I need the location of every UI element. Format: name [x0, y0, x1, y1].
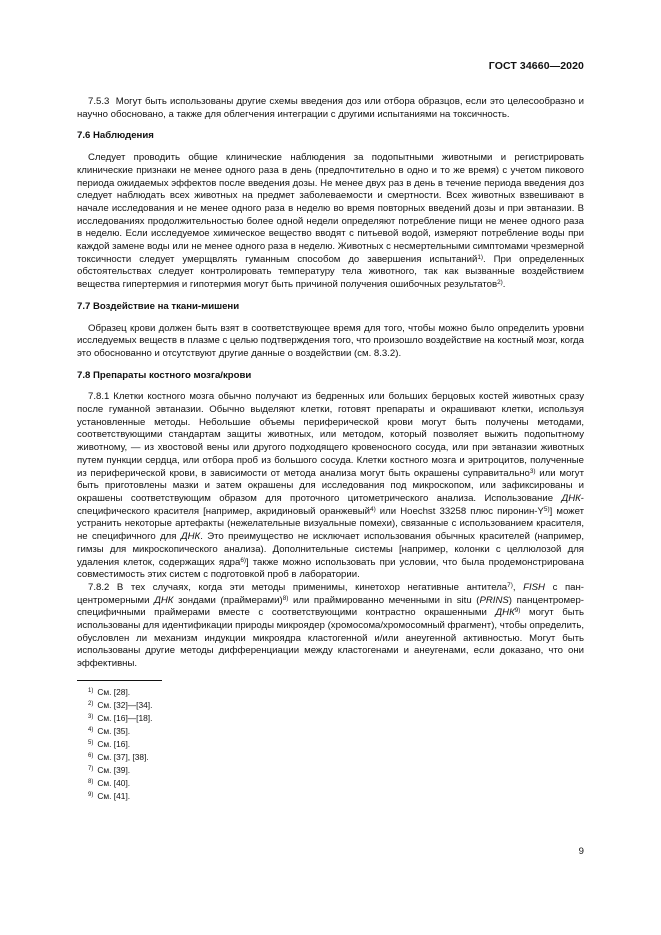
- footnote-item: $^{7)}$ См. [39].: [88, 764, 131, 775]
- footnote-item: $^{2)}$ См. [32]—[34].: [88, 699, 153, 710]
- footnote-ref-9: 9): [514, 607, 521, 615]
- clause-number: 7.5.3: [88, 96, 110, 107]
- footnote-item: $^{9)}$ См. [41].: [88, 790, 131, 801]
- footnote-ref-3: 3): [529, 467, 536, 475]
- paragraph-7-6: Следует проводить общие клинические наблюдения за подопытными животными и регистрировать клинические признаки не менее одного раза в день (предпочтительно в одно и то же время) с учетом пикового периода ожидаемых эффектов после введения дозы. Не менее двух раз в день в течение периода введения доз следует наблюдать всех животных на предмет заболеваемости и смертности. Всех животных взвешивают в начале исследования и не менее одного раза в неделю во время повторных введений дозы и при эвтаназии. В исследованиях продолжительностью более одной недели определяют потребление пищи не менее одного раза в неделю. Если исследуемое химическое вещество вводят с питьевой водой, измеряют потребление воды при каждой замене воды или не менее одного раза в неделю. Животных с несмертельными симптомами чрезмерной токсичности следует умерщвлять гуманным способом до завершения испытаний$^{1)}$. При определенных обстоятельствах следует контролировать температуру тела животного, так как вызванные воздействием вещества гипертермия и гипотермия могут быть причиной получения ошибочных результатов$^{2)}$.: [77, 152, 585, 291]
- page-number: 9: [578, 846, 584, 857]
- footnote-ref-1: 1): [477, 253, 484, 261]
- footnote-divider: [77, 680, 162, 681]
- paragraph-7-8-1: 7.8.1 Клетки костного мозга обычно получают из бедренных или больших берцовых костей животных сразу после гуманной эвтаназии. Обычно выделяют клетки, готовят препараты и окрашивают клетки, используя установленные методы. Небольшие объемы периферической крови могут быть получены методами, соответствующими стандартам защиты животных, или методом, который позволяет выжить подопытному животному, — из хвостовой вены или другого подходящего кровеносного сосуда, или при эвтаназии животных путем пункции сердца, или отбора проб из большого сосуда. Клетки костного мозга и эритроцитов, полученные из периферической крови, в зависимости от метода анализа могут быть окрашены суправитально$^{3)}$ или могут быть приготовлены мазки и затем окрашены для исследования под микроскопом, или зафиксированы и окрашены соответствующим образом для проточного цитометрического анализа. Использование ДНК-специфического красителя [например, акридиновый оранжевый$^{4)}$ или Hoechst 33258 плюс пиронин-$Y^{5)}$] может устранить некоторые артефакты (нежелательные визуальные помехи), связанные с использованием красителя, не специфичного для ДНК. Это преимущество не исключает использования обычных красителей (например, гимзы для микроскопического анализа). Дополнительные системы [например, колонки с целлюлозой для удаления клеток, содержащих ядра$^{6)}$] также можно использовать при условии, что была продемонстрирована совместимость этих систем с подготовкой проб в лаборатории.: [77, 391, 585, 581]
- footnotes-list: [77, 686, 584, 803]
- footnote-ref-5: 5): [543, 505, 550, 513]
- footnote-item: $^{8)}$ См. [40].: [88, 777, 131, 788]
- paragraph-7-8-2: 7.8.2 В тех случаях, когда эти методы применимы, кинетохор негативные антитела$^{7)}$, FISH с пан-центромерными ДНК зондами (праймерами)$^{8)}$ или праймированно меченными in situ (PRINS) панцентромер-специфичными праймерами вместе с соответствующими контрастно окрашенными ДНК$^{9)}$ могут быть использованы для идентификации природы микроядер (хромосома/хромосомный фрагмент), чтобы определить, обусловлен ли механизм индукции микроядра кластогенной и/или анеугенной активностью. Могут быть использованы другие методы дифференциации между кластогенами и анеугенами, если доказано, что они эффективны.: [77, 581, 585, 670]
- footnote-ref-4: 4): [370, 505, 376, 513]
- page-content: [77, 96, 584, 811]
- footnote-item: $^{4)}$ См. [35].: [88, 725, 131, 736]
- paragraph-text: Могут быть использованы другие схемы введения доз или отбора образцов, если это целесообразно и научно обосновано, а также для облегчения интеграции с другими испытаниями на токсичность.: [77, 96, 584, 120]
- footnote-ref-6: 6): [240, 556, 247, 564]
- footnote-item: $^{1)}$ См. [28].: [88, 686, 131, 697]
- section-heading-7-7: 7.7 Воздействие на ткани-мишени: [77, 300, 240, 312]
- footnote-item: $^{3)}$ См. [16]—[18].: [88, 712, 153, 723]
- paragraph-7-5-3: [77, 96, 584, 121]
- footnote-item: $^{5)}$ См. [16].: [88, 738, 131, 749]
- document-code: ГОСТ 34660—2020: [488, 60, 584, 72]
- footnote-item: $^{6)}$ См. [37], [38].: [88, 751, 149, 762]
- paragraph-7-7: Образец крови должен быть взят в соответствующее время для того, чтобы можно было определить уровни исследуемых веществ в плазме с целью подтверждения того, что произошло воздействие на костный мозг, когда это обоснованно и отсутствуют другие данные о воздействии (см. 8.3.2).: [77, 322, 584, 359]
- section-heading-7-6: 7.6 Наблюдения: [77, 130, 154, 142]
- footnote-ref-7: 7): [507, 581, 513, 589]
- section-heading-7-8: 7.8 Препараты костного мозга/крови: [77, 369, 252, 381]
- footnote-ref-8: 8): [282, 594, 289, 602]
- footnote-ref-2: 2): [497, 278, 503, 286]
